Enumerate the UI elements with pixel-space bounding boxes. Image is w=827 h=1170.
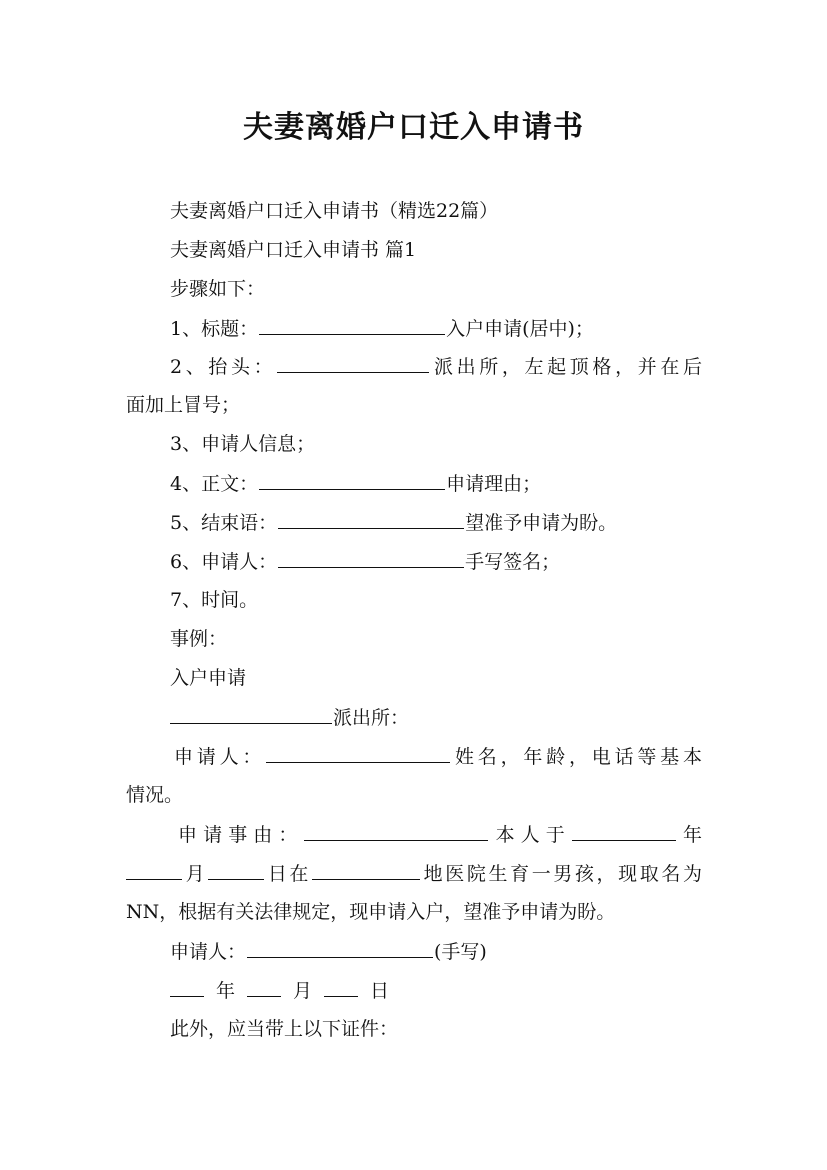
date-month: 月 (293, 980, 313, 1002)
applicant-prefix: 申请人： (174, 746, 266, 768)
date-year-blank (170, 977, 204, 997)
date-month-blank (247, 977, 281, 997)
step-7: 7、时间。 (170, 589, 259, 611)
applicant-blank (266, 743, 450, 763)
date-line (170, 977, 389, 1004)
step-6-blank (278, 548, 464, 568)
step-6-prefix: 6、申请人： (170, 551, 278, 573)
step-5 (170, 509, 617, 536)
reason-blank (304, 821, 488, 841)
date-day-blank (324, 977, 358, 997)
step-4-suffix: 申请理由； (446, 473, 542, 495)
step-2-suffix: 派出所，左起顶格，并在后 (430, 356, 702, 378)
reason-month: 月 (183, 863, 208, 885)
step-5-prefix: 5、结束语： (170, 512, 278, 534)
example-label: 事例： (170, 628, 228, 650)
reason-line (178, 821, 702, 848)
step-2-continued: 面加上冒号； (126, 394, 241, 416)
example-title: 入户申请 (170, 667, 247, 689)
year-blank (572, 821, 676, 841)
month-blank (126, 860, 182, 880)
applicant-suffix: 姓名，年龄，电话等基本 (451, 746, 702, 768)
step-4 (170, 470, 541, 497)
date-year: 年 (216, 980, 236, 1002)
police-station-line (170, 704, 409, 731)
step-1-prefix: 1、标题： (170, 318, 259, 340)
step-1-blank (259, 315, 445, 335)
step-1 (170, 315, 594, 342)
applicant-continued: 情况。 (126, 784, 184, 806)
step-4-prefix: 4、正文： (170, 473, 259, 495)
step-3: 3、申请人信息； (170, 433, 316, 455)
day-blank (208, 860, 264, 880)
documents-intro: 此外，应当带上以下证件： (170, 1018, 399, 1040)
signature-blank (247, 938, 433, 958)
step-6 (170, 548, 560, 575)
reason-year: 年 (676, 824, 702, 846)
step-1-suffix: 入户申请(居中)； (446, 318, 594, 340)
step-2-blank (277, 353, 429, 373)
police-station-blank (170, 704, 332, 724)
step-2-prefix: 2、抬头： (170, 356, 277, 378)
steps-intro: 步骤如下： (170, 278, 266, 300)
step-6-suffix: 手写签名； (465, 551, 561, 573)
signature-prefix: 申请人： (170, 941, 247, 963)
date-day: 日 (370, 980, 390, 1002)
step-2 (170, 353, 702, 380)
reason-mid: 本人于 (489, 824, 571, 846)
step-5-blank (278, 509, 464, 529)
section-heading: 夫妻离婚户口迁入申请书 篇1 (170, 239, 417, 261)
step-5-suffix: 望准予申请为盼。 (465, 512, 618, 534)
hospital-blank (312, 860, 420, 880)
subtitle: 夫妻离婚户口迁入申请书（精选22篇） (170, 200, 499, 222)
reason-line-2 (126, 860, 702, 887)
reason-day: 日在 (265, 863, 312, 885)
signature-suffix: (手写) (434, 941, 487, 963)
reason-suffix: 地医院生育一男孩，现取名为 (421, 863, 702, 885)
document-title: 夫妻离婚户口迁入申请书 (243, 110, 584, 145)
reason-prefix: 申请事由： (178, 824, 304, 846)
signature-line (170, 938, 487, 965)
police-station-suffix: 派出所： (333, 707, 410, 729)
applicant-line (174, 743, 702, 770)
step-4-blank (259, 470, 445, 490)
reason-continued: NN，根据有关法律规定，现申请入户，望准予申请为盼。 (126, 901, 616, 923)
